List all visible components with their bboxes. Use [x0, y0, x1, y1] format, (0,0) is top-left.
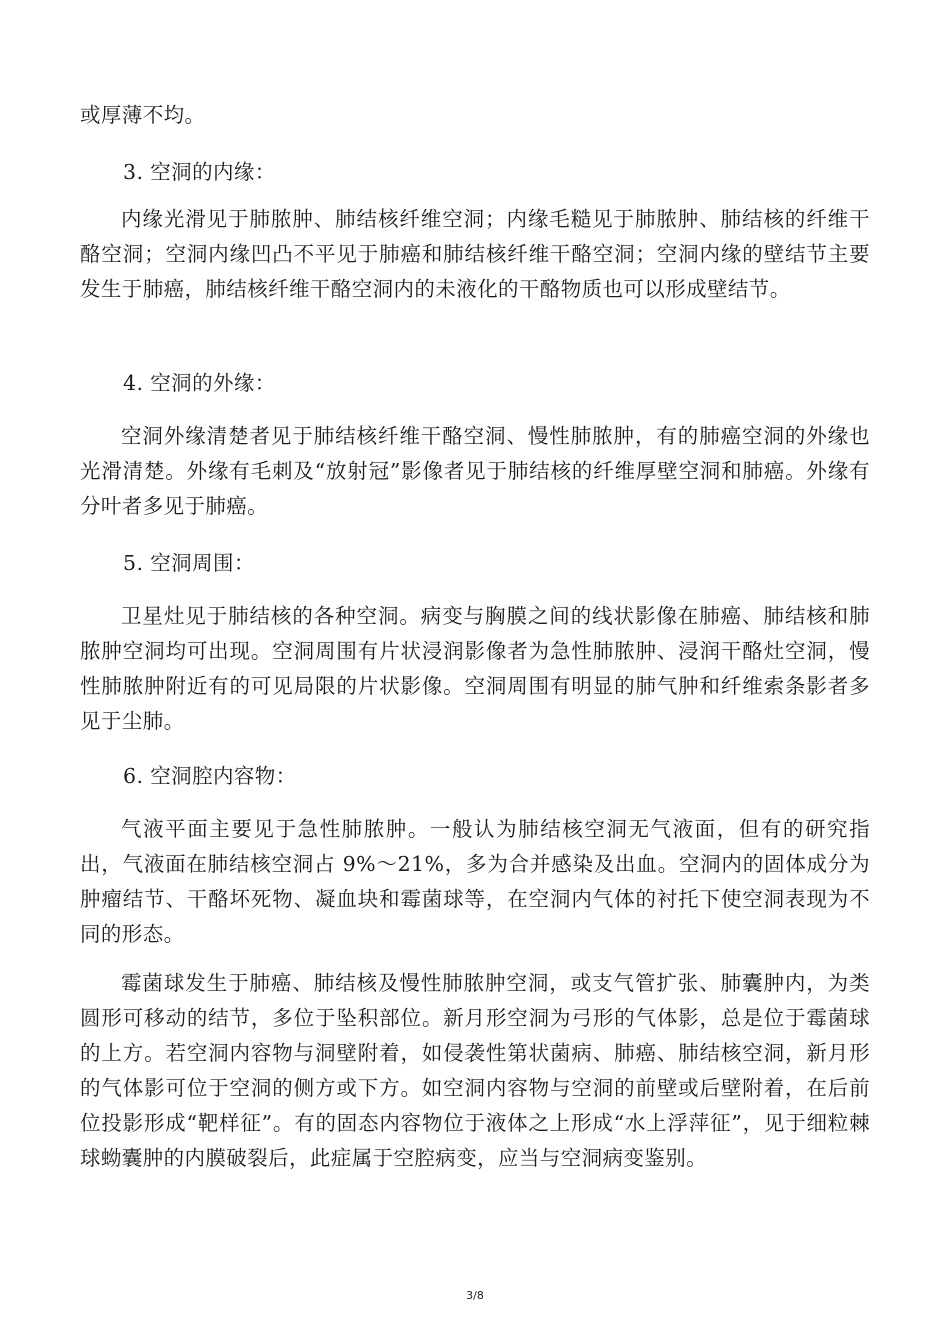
- paragraph-text: 气液平面主要见于急性肺脓肿。一般认为肺结核空洞无气液面，但有的研究指出，气液面在肺结核空洞占 9%～21%，多为合并感染及出血。空洞内的固体成分为肿瘤结节、干酪坏死物、凝血块和霉菌球等，在空洞内气体的衬托下使空洞表现为不同的形态。: [80, 817, 870, 946]
- paragraph-text: 或厚薄不均。: [80, 103, 206, 127]
- section-heading-5: 5. 空洞周围：: [123, 551, 255, 575]
- section-3-paragraph: [80, 202, 870, 307]
- section-heading-6: 6. 空洞腔内容物：: [123, 764, 297, 788]
- section-4-paragraph: [80, 419, 870, 524]
- section-6-paragraph-2: [80, 966, 870, 1176]
- section-6-paragraph-1: [80, 812, 870, 952]
- page-number: 3/8: [466, 1289, 484, 1302]
- paragraph-text: 内缘光滑见于肺脓肿、肺结核纤维空洞；内缘毛糙见于肺脓肿、肺结核的纤维干酪空洞；空洞内缘凹凸不平见于肺癌和肺结核纤维干酪空洞；空洞内缘的壁结节主要发生于肺癌，肺结核纤维干酪空洞内的未液化的干酪物质也可以形成壁结节。: [80, 207, 870, 301]
- paragraph-text: 卫星灶见于肺结核的各种空洞。病变与胸膜之间的线状影像在肺癌、肺结核和肺脓肿空洞均可出现。空洞周围有片状浸润影像者为急性肺脓肿、浸润干酪灶空洞，慢性肺脓肿附近有的可见局限的片状影像。空洞周围有明显的肺气肿和纤维索条影者多见于尘肺。: [80, 604, 870, 733]
- section-heading-4: 4. 空洞的外缘：: [123, 371, 276, 395]
- paragraph-text: 空洞外缘清楚者见于肺结核纤维干酪空洞、慢性肺脓肿，有的肺癌空洞的外缘也光滑清楚。外缘有毛刺及“放射冠”影像者见于肺结核的纤维厚壁空洞和肺癌。外缘有分叶者多见于肺癌。: [80, 424, 870, 518]
- continuation-paragraph: [80, 98, 870, 133]
- paragraph-text: 霉菌球发生于肺癌、肺结核及慢性肺脓肿空洞，或支气管扩张、肺囊肿内，为类圆形可移动的结节，多位于坠积部位。新月形空洞为弓形的气体影，总是位于霉菌球的上方。若空洞内容物与洞壁附着，如侵袭性第状菌病、肺癌、肺结核空洞，新月形的气体影可位于空洞的侧方或下方。如空洞内容物与空洞的前壁或后壁附着，在后前位投影形成“靶样征”。有的固态内容物位于液体之上形成“水上浮萍征”，见于细粒棘球蚴囊肿的内膜破裂后，此症属于空腔病变，应当与空洞病变鉴别。: [80, 971, 870, 1170]
- section-heading-3: 3. 空洞的内缘：: [123, 160, 276, 184]
- section-5-paragraph: [80, 599, 870, 739]
